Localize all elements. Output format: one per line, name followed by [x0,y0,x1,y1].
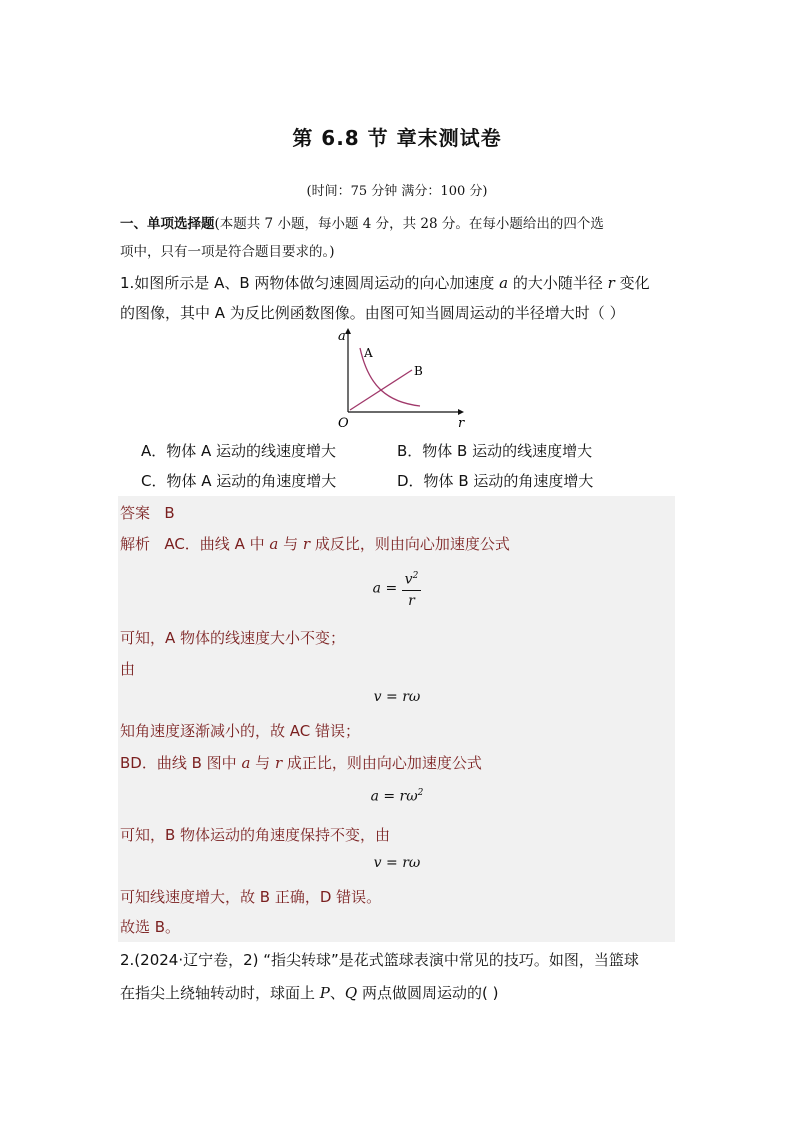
fraction [402,566,422,611]
section-heading-line1 [120,212,604,232]
text: 成正比，则由向心加速度公式 [282,754,482,772]
formula-lhs: a = [372,580,398,597]
option-c[interactable]: C．物体 A 运动的角速度增大 [141,472,337,490]
question-2-stem-line1: 2.(2024·辽宁卷，2) “指尖转球”是花式篮球表演中常见的技巧。如图，当篮球 [120,951,639,969]
analysis-line2: 可知，A 物体的线速度大小不变； [120,629,346,647]
var-r: r [274,754,283,772]
question-1-stem-line2: 的图像，其中 A 为反比例函数图像。由图可知当圆周运动的半径增大时（ ） [120,304,625,322]
question-2-stem-line2 [120,982,498,1003]
text: 变化 [614,274,650,292]
curve-b-label: B [414,364,423,378]
text: 1.如图所示是 A、B 两物体做匀速圆周运动的向心加速度 [120,274,500,292]
analysis-line1 [120,533,510,554]
analysis-label: 解析 [120,535,151,553]
numerator [402,566,422,591]
option-a[interactable]: A．物体 A 运动的线速度增大 [141,442,337,460]
option-b[interactable]: B．物体 B 运动的线速度增大 [397,442,593,460]
analysis-line6: 可知，B 物体运动的角速度保持不变，由 [120,826,391,844]
analysis-line7: 可知线速度增大，故 B 正确，D 错误。 [120,888,382,906]
text: BD．曲线 B 图中 [120,754,242,772]
curve-a-label: A [364,346,373,360]
answer-panel [118,496,675,942]
var-r: r [607,274,615,292]
formula-sup: 2 [417,788,424,798]
var-p: P [319,984,330,1002]
var-a: a [241,754,251,772]
formula-text: a = rω [370,788,418,805]
text: 成反比，则由向心加速度公式 [310,535,510,553]
text: AC．曲线 A 中 [164,535,270,553]
formula-v-r-omega-2: v = rω [373,855,421,871]
x-axis-label: r [458,416,465,431]
answer-value: B [164,504,175,522]
page-title: 第 6.8 节 章末测试卷 [292,126,502,150]
y-axis-label: a [338,329,346,344]
question-1-stem-line1 [120,272,650,293]
text: 两点做圆周运动的( ) [357,984,499,1002]
analysis-line4: 知角速度逐渐减小的，故 AC 错误； [120,722,361,740]
formula-a-r-omega2 [0,788,794,805]
section-heading: 一、单项选择题 [120,216,215,232]
text: 与 [278,535,303,553]
text: 的大小随半径 [508,274,608,292]
var-r: r [302,535,311,553]
curve-b [350,370,412,410]
var-q: Q [344,984,358,1002]
num-var: v [404,571,413,588]
analysis-line3: 由 [120,660,136,678]
x-axis-arrow [458,409,464,415]
formula-v-r-omega: v = rω [373,689,421,705]
formula-centripetal-v [0,566,794,611]
text: 、 [329,984,345,1002]
option-d[interactable]: D．物体 B 运动的角速度增大 [397,472,594,490]
origin-label: O [338,416,349,431]
denominator: r [408,592,415,609]
y-axis-arrow [345,328,351,334]
analysis-line8: 故选 B。 [120,918,181,936]
var-a: a [499,274,509,292]
section-description: (本题共 7 小题，每小题 4 分，共 28 分。在每小题给出的四个选 [214,216,604,232]
answer-line [120,502,175,523]
exam-meta: (时间：75 分钟 满分：100 分) [306,184,488,199]
question-1-graph [330,326,465,434]
var-a: a [269,535,279,553]
num-sup: 2 [412,571,419,581]
answer-label: 答案 [120,504,151,522]
text: 与 [250,754,275,772]
section-description-line2: 项中，只有一项是符合题目要求的。) [120,244,335,260]
analysis-line5 [120,752,482,773]
text: 在指尖上绕轴转动时，球面上 [120,984,320,1002]
